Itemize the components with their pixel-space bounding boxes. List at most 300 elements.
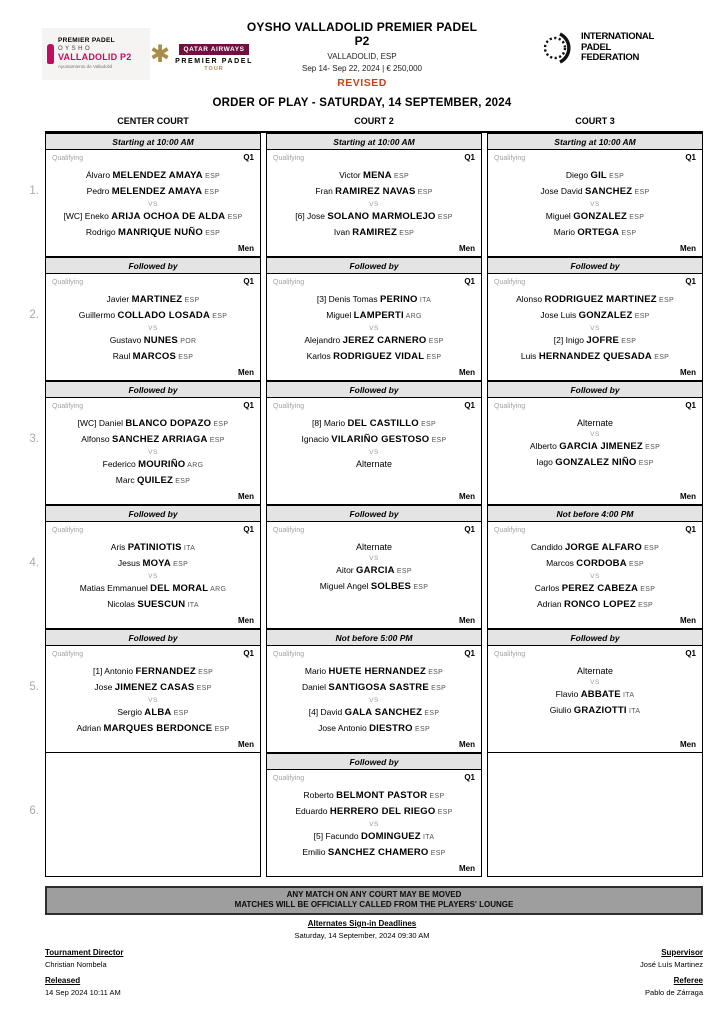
player-line [52, 721, 254, 737]
player-line [273, 705, 475, 721]
player-first-name: Miguel Angel [319, 581, 371, 591]
player-surname: BELMONT PASTOR [336, 790, 428, 801]
player-nationality: ESP [394, 568, 412, 575]
player-nationality: ESP [415, 189, 433, 196]
player-first-name: Inigo [565, 335, 587, 345]
player-nationality: ESP [195, 669, 214, 676]
player-surname: PATINIOTIS [127, 542, 182, 553]
player-first-name: Alfonso [81, 434, 112, 444]
player-line [52, 168, 254, 184]
player-line [273, 829, 475, 845]
player-first-name: Rodrigo [85, 227, 119, 237]
seed-tag: [2] [553, 335, 566, 345]
row-number: 2. [29, 309, 39, 321]
player-first-name: Jose [307, 211, 328, 221]
match-cell [487, 646, 703, 753]
round-code: Q1 [685, 649, 696, 658]
player-surname: DEL MORAL [150, 583, 209, 594]
match-cell-top [52, 277, 254, 286]
player-surname: PERINO [380, 294, 418, 305]
player-first-name: Luis [520, 351, 539, 361]
player-nationality: ESP [212, 726, 230, 733]
match-cell-top [494, 153, 696, 162]
player-line [494, 687, 696, 703]
qatar-airways-flower-icon: ✱ [150, 41, 171, 68]
player-surname: FERNANDEZ [135, 666, 196, 677]
player-first-name: Jose Luis [540, 310, 579, 320]
player-line [273, 308, 475, 324]
player-line [52, 225, 254, 241]
player-surname: JEREZ CARNERO [342, 335, 427, 346]
row-number: 6. [29, 805, 39, 817]
match-cell [266, 646, 482, 753]
player-surname: JORGE ALFARO [564, 542, 642, 553]
player-first-name: Marcos [546, 558, 577, 568]
player-nationality: ESP [636, 460, 654, 467]
player-nationality: ESP [210, 313, 228, 320]
signature-left [45, 948, 124, 997]
schedule-grid [29, 131, 703, 877]
category-label: Men [238, 244, 254, 253]
player-surname: GIL [590, 170, 607, 181]
player-line [273, 184, 475, 200]
revised-badge: REVISED [337, 77, 387, 89]
supervisor-name: José Luís Martinez [640, 960, 703, 969]
player-surname: NUNES [143, 335, 178, 346]
player-first-name: Guillermo [78, 310, 118, 320]
player-first-name: Eduardo [295, 806, 330, 816]
player-nationality: ESP [194, 685, 212, 692]
player-nationality: ESP [626, 561, 644, 568]
time-band: Followed by [45, 257, 261, 274]
player-surname: MENA [363, 170, 392, 181]
match-cell-top [52, 525, 254, 534]
round-code: Q1 [243, 649, 254, 658]
player-nationality: ESP [170, 561, 189, 568]
player-line [273, 416, 475, 432]
player-first-name: Emilio [302, 847, 328, 857]
player-line [52, 540, 254, 556]
player-first-name: Ignacio [301, 434, 332, 444]
player-first-name: Aris [110, 542, 128, 552]
stage-label: Qualifying [273, 155, 305, 162]
player-surname: MOURIÑO [138, 459, 186, 470]
player-surname: SUESCUN [137, 599, 186, 610]
player-first-name: Jose David [540, 186, 585, 196]
player-nationality: ARG [208, 586, 227, 593]
stage-label: Qualifying [273, 651, 305, 658]
stage-label: Qualifying [273, 279, 305, 286]
round-code: Q1 [685, 401, 696, 410]
player-first-name: Miguel [545, 211, 574, 221]
player-first-name: Jose Antonio [318, 723, 370, 733]
player-line [273, 721, 475, 737]
player-line: Alternate [576, 418, 614, 428]
category-label: Men [680, 616, 696, 625]
player-surname: HUETE HERNANDEZ [328, 666, 426, 677]
player-nationality: ITA [185, 602, 199, 609]
player-first-name: Denis Tomas [328, 294, 380, 304]
qatar-airways-label: QATAR AIRWAYS [179, 44, 248, 55]
empty-slot [45, 753, 261, 877]
player-surname: MELENDEZ AMAYA [112, 170, 203, 181]
teams-block [273, 540, 475, 595]
player-line [52, 680, 254, 696]
player-nationality: ARG [185, 462, 204, 469]
player-surname: GARCIA JIMENEZ [559, 441, 643, 452]
player-first-name: Adrian [76, 723, 104, 733]
player-nationality: ESP [173, 478, 191, 485]
player-first-name: Daniel [301, 682, 329, 692]
player-surname: ORTEGA [577, 227, 620, 238]
stage-label: Qualifying [273, 775, 305, 782]
player-nationality: ESP [638, 586, 656, 593]
player-line [52, 292, 254, 308]
match-cell [266, 522, 482, 629]
player-line: Alternate [355, 459, 393, 469]
player-nationality: ESP [641, 545, 660, 552]
player-nationality: ITA [626, 708, 641, 715]
row-number: 1. [29, 185, 39, 197]
player-nationality: ESP [202, 173, 221, 180]
teams-block [52, 664, 254, 737]
player-line [273, 579, 475, 595]
player-first-name: Pedro [86, 186, 112, 196]
court-header-3: COURT 3 [575, 116, 615, 126]
time-band: Followed by [487, 257, 703, 274]
player-first-name: Gustavo [109, 335, 144, 345]
referee-name: Pablo de Zárraga [645, 988, 703, 997]
teams-block [494, 664, 696, 719]
teams-block [273, 416, 475, 471]
vs-label: VS [590, 201, 600, 208]
player-first-name: Jose [94, 682, 115, 692]
player-line [52, 473, 254, 489]
match-cell [487, 150, 703, 257]
time-band: Followed by [266, 753, 482, 770]
teams-block [494, 292, 696, 365]
player-line [52, 556, 254, 572]
player-surname: CORDOBA [576, 558, 627, 569]
player-line [494, 540, 696, 556]
row-number: 4. [29, 557, 39, 569]
time-band: Not before 4:00 PM [487, 505, 703, 522]
stage-label: Qualifying [273, 403, 305, 410]
player-line [273, 804, 475, 820]
player-first-name: Facundo [325, 831, 361, 841]
category-label: Men [238, 368, 254, 377]
player-line: Alternate [355, 542, 393, 552]
premier-padel-tour-label: PREMIER PADEL [175, 58, 253, 65]
match-cell [266, 150, 482, 257]
category-label: Men [459, 864, 475, 873]
match-cell-top [273, 153, 475, 162]
time-band: Followed by [45, 629, 261, 646]
event-dates: Sep 14- Sep 22, 2024 | € 250,000 [302, 64, 422, 73]
player-nationality: ESP [207, 437, 225, 444]
valladolid-city-label: Ayuntamiento de Valladolid [58, 64, 113, 69]
player-line [494, 225, 696, 241]
player-surname: DEL CASTILLO [347, 418, 419, 429]
ipf-line1: INTERNATIONAL [581, 31, 654, 43]
round-code: Q1 [243, 401, 254, 410]
player-line [494, 439, 696, 455]
round-code: Q1 [243, 525, 254, 534]
player-nationality: ESP [426, 338, 444, 345]
player-first-name: Sergio [117, 707, 145, 717]
player-nationality: ESP [635, 602, 653, 609]
player-first-name: Alberto [529, 441, 560, 451]
match-cell-top [52, 153, 254, 162]
teams-block [494, 540, 696, 613]
player-nationality: ESP [429, 437, 447, 444]
player-surname: GALA SANCHEZ [344, 707, 423, 718]
player-surname: MARCOS [132, 351, 177, 362]
vs-label: VS [590, 679, 600, 686]
player-nationality: ESP [619, 338, 637, 345]
match-cell-top [273, 773, 475, 782]
player-surname: MANRIQUE NUÑO [118, 227, 203, 238]
referee-label: Referee [673, 976, 703, 985]
player-first-name: Raul [112, 351, 133, 361]
player-line [52, 597, 254, 613]
match-cell [266, 274, 482, 381]
player-surname: MELENDEZ AMAYA [111, 186, 203, 197]
round-code: Q1 [685, 153, 696, 162]
time-band: Followed by [266, 381, 482, 398]
player-first-name: Alejandro [304, 335, 343, 345]
player-nationality: ESP [412, 726, 430, 733]
player-line [494, 455, 696, 471]
player-first-name: Mario [323, 418, 348, 428]
vs-label: VS [369, 555, 379, 562]
match-cell [487, 274, 703, 381]
player-surname: ALBA [144, 707, 172, 718]
player-first-name: Ivan [333, 227, 353, 237]
time-band: Followed by [266, 505, 482, 522]
player-line [494, 597, 696, 613]
player-nationality: ESP [642, 444, 661, 451]
match-cell [45, 646, 261, 753]
player-nationality: ESP [396, 230, 415, 237]
time-band: Followed by [45, 381, 261, 398]
match-cell-top [273, 525, 475, 534]
row-number: 3. [29, 433, 39, 445]
match-cell [45, 522, 261, 629]
player-surname: SANCHEZ [584, 186, 633, 197]
player-first-name: Matias Emmanuel [79, 583, 151, 593]
player-surname: GRAZIOTTI [573, 705, 627, 716]
vs-label: VS [148, 201, 158, 208]
player-nationality: ESP [424, 354, 442, 361]
category-label: Men [238, 616, 254, 625]
match-cell-top [494, 277, 696, 286]
seed-tag: [WC] [63, 211, 85, 221]
category-label: Men [459, 616, 475, 625]
player-first-name: Karlos [306, 351, 334, 361]
stage-label: Qualifying [494, 527, 526, 534]
player-surname: GONZALEZ [573, 211, 628, 222]
player-surname: SOLBES [370, 581, 412, 592]
player-line [494, 184, 696, 200]
player-nationality: ESP [632, 313, 650, 320]
player-surname: MARTINEZ [131, 294, 183, 305]
round-code: Q1 [464, 153, 475, 162]
player-nationality: ESP [627, 214, 645, 221]
vs-label: VS [148, 573, 158, 580]
player-nationality: ESP [428, 850, 446, 857]
oysho-label: OYSHO [58, 46, 93, 52]
column-court-3 [487, 133, 703, 877]
category-label: Men [459, 492, 475, 501]
player-surname: SANCHEZ CHAMERO [327, 847, 429, 858]
match-cell [45, 150, 261, 257]
player-first-name: Aitor [336, 565, 356, 575]
player-surname: RAMIREZ [352, 227, 397, 238]
event-category: P2 [354, 34, 370, 48]
match-cell [487, 398, 703, 505]
stage-label: Qualifying [273, 527, 305, 534]
player-surname: HERRERO DEL RIEGO [329, 806, 436, 817]
teams-block [52, 292, 254, 365]
player-line [52, 349, 254, 365]
player-line [52, 664, 254, 680]
vs-label: VS [369, 697, 379, 704]
player-nationality: ITA [181, 545, 196, 552]
player-line [494, 333, 696, 349]
player-line [273, 563, 475, 579]
tour-label: TOUR [204, 66, 224, 72]
match-cell [487, 522, 703, 629]
time-band: Starting at 10:00 AM [487, 133, 703, 150]
player-line [273, 292, 475, 308]
player-surname: LAMPERTI [353, 310, 404, 321]
match-cell-top [273, 277, 475, 286]
category-label: Men [680, 492, 696, 501]
player-line [273, 845, 475, 861]
player-line [52, 333, 254, 349]
teams-block [273, 292, 475, 365]
time-band: Starting at 10:00 AM [45, 133, 261, 150]
stage-label: Qualifying [52, 279, 84, 286]
player-line [494, 349, 696, 365]
match-cell-top [52, 649, 254, 658]
player-nationality: ITA [420, 834, 435, 841]
player-line [52, 705, 254, 721]
player-nationality: ESP [391, 173, 409, 180]
player-surname: ABBATE [580, 689, 621, 700]
player-line [494, 703, 696, 719]
player-line [52, 184, 254, 200]
player-surname: COLLADO LOSADA [117, 310, 211, 321]
empty-slot [487, 753, 703, 877]
player-nationality: ITA [620, 692, 635, 699]
player-surname: MOYA [142, 558, 171, 569]
player-first-name: Iago [536, 457, 556, 467]
player-nationality: ESP [171, 710, 189, 717]
player-nationality: POR [177, 338, 197, 345]
player-line [52, 308, 254, 324]
vs-label: VS [148, 697, 158, 704]
player-first-name: Federico [102, 459, 139, 469]
player-first-name: Victor [339, 170, 363, 180]
player-first-name: Antonio [104, 666, 136, 676]
player-first-name: Flavio [555, 689, 581, 699]
court-header-2: COURT 2 [354, 116, 394, 126]
match-cell-top [494, 401, 696, 410]
player-surname: JOFRE [586, 335, 620, 346]
ipf-line3: FEDERATION [581, 52, 640, 64]
player-line [273, 349, 475, 365]
ipf-logo [540, 30, 654, 66]
player-line [273, 788, 475, 804]
player-surname: RODRIGUEZ VIDAL [333, 351, 425, 362]
teams-block [52, 416, 254, 489]
player-first-name: Mario [553, 227, 578, 237]
seed-tag: [3] [316, 294, 329, 304]
signature-right [640, 948, 703, 997]
player-line [52, 581, 254, 597]
vs-label: VS [369, 201, 379, 208]
stage-label: Qualifying [52, 651, 84, 658]
stage-label: Qualifying [52, 403, 84, 410]
player-line [273, 432, 475, 448]
player-nationality: ESP [418, 421, 436, 428]
alternates-deadline-heading: Alternates Sign-in Deadlines [307, 919, 417, 928]
player-surname: JIMENEZ CASAS [114, 682, 195, 693]
player-nationality: ESP [202, 189, 220, 196]
round-code: Q1 [464, 773, 475, 782]
category-label: Men [680, 368, 696, 377]
stage-label: Qualifying [494, 403, 526, 410]
player-surname: SANCHEZ ARRIAGA [112, 434, 208, 445]
player-nationality: ESP [182, 297, 200, 304]
court-headers [45, 116, 703, 126]
player-surname: RONCO LOPEZ [563, 599, 636, 610]
round-code: Q1 [685, 277, 696, 286]
released-time: 14 Sep 2024 10:11 AM [45, 988, 121, 997]
notice-banner [45, 886, 703, 915]
player-line [52, 209, 254, 225]
category-label: Men [238, 492, 254, 501]
player-nationality: ESP [435, 214, 453, 221]
round-code: Q1 [685, 525, 696, 534]
player-line [52, 432, 254, 448]
seed-tag: [5] [313, 831, 326, 841]
category-label: Men [459, 244, 475, 253]
teams-block [494, 168, 696, 241]
player-first-name: Alonso [516, 294, 545, 304]
player-first-name: Álvaro [85, 170, 113, 180]
player-line [52, 457, 254, 473]
player-first-name: Marc [115, 475, 138, 485]
seed-tag: [6] [295, 211, 308, 221]
valladolid-p2-label: VALLADOLID P2 [58, 52, 132, 62]
time-band: Not before 5:00 PM [266, 629, 482, 646]
player-line [494, 209, 696, 225]
tournament-director-name: Christian Nombela [45, 960, 107, 969]
player-surname: QUILEZ [137, 475, 174, 486]
seed-tag: [WC] [77, 418, 99, 428]
teams-block [52, 540, 254, 613]
match-cell-top [494, 649, 696, 658]
player-nationality: ESP [656, 297, 674, 304]
category-label: Men [680, 244, 696, 253]
time-band: Starting at 10:00 AM [266, 133, 482, 150]
match-cell [266, 770, 482, 877]
tournament-director-label: Tournament Director [45, 948, 124, 957]
teams-block [52, 168, 254, 241]
